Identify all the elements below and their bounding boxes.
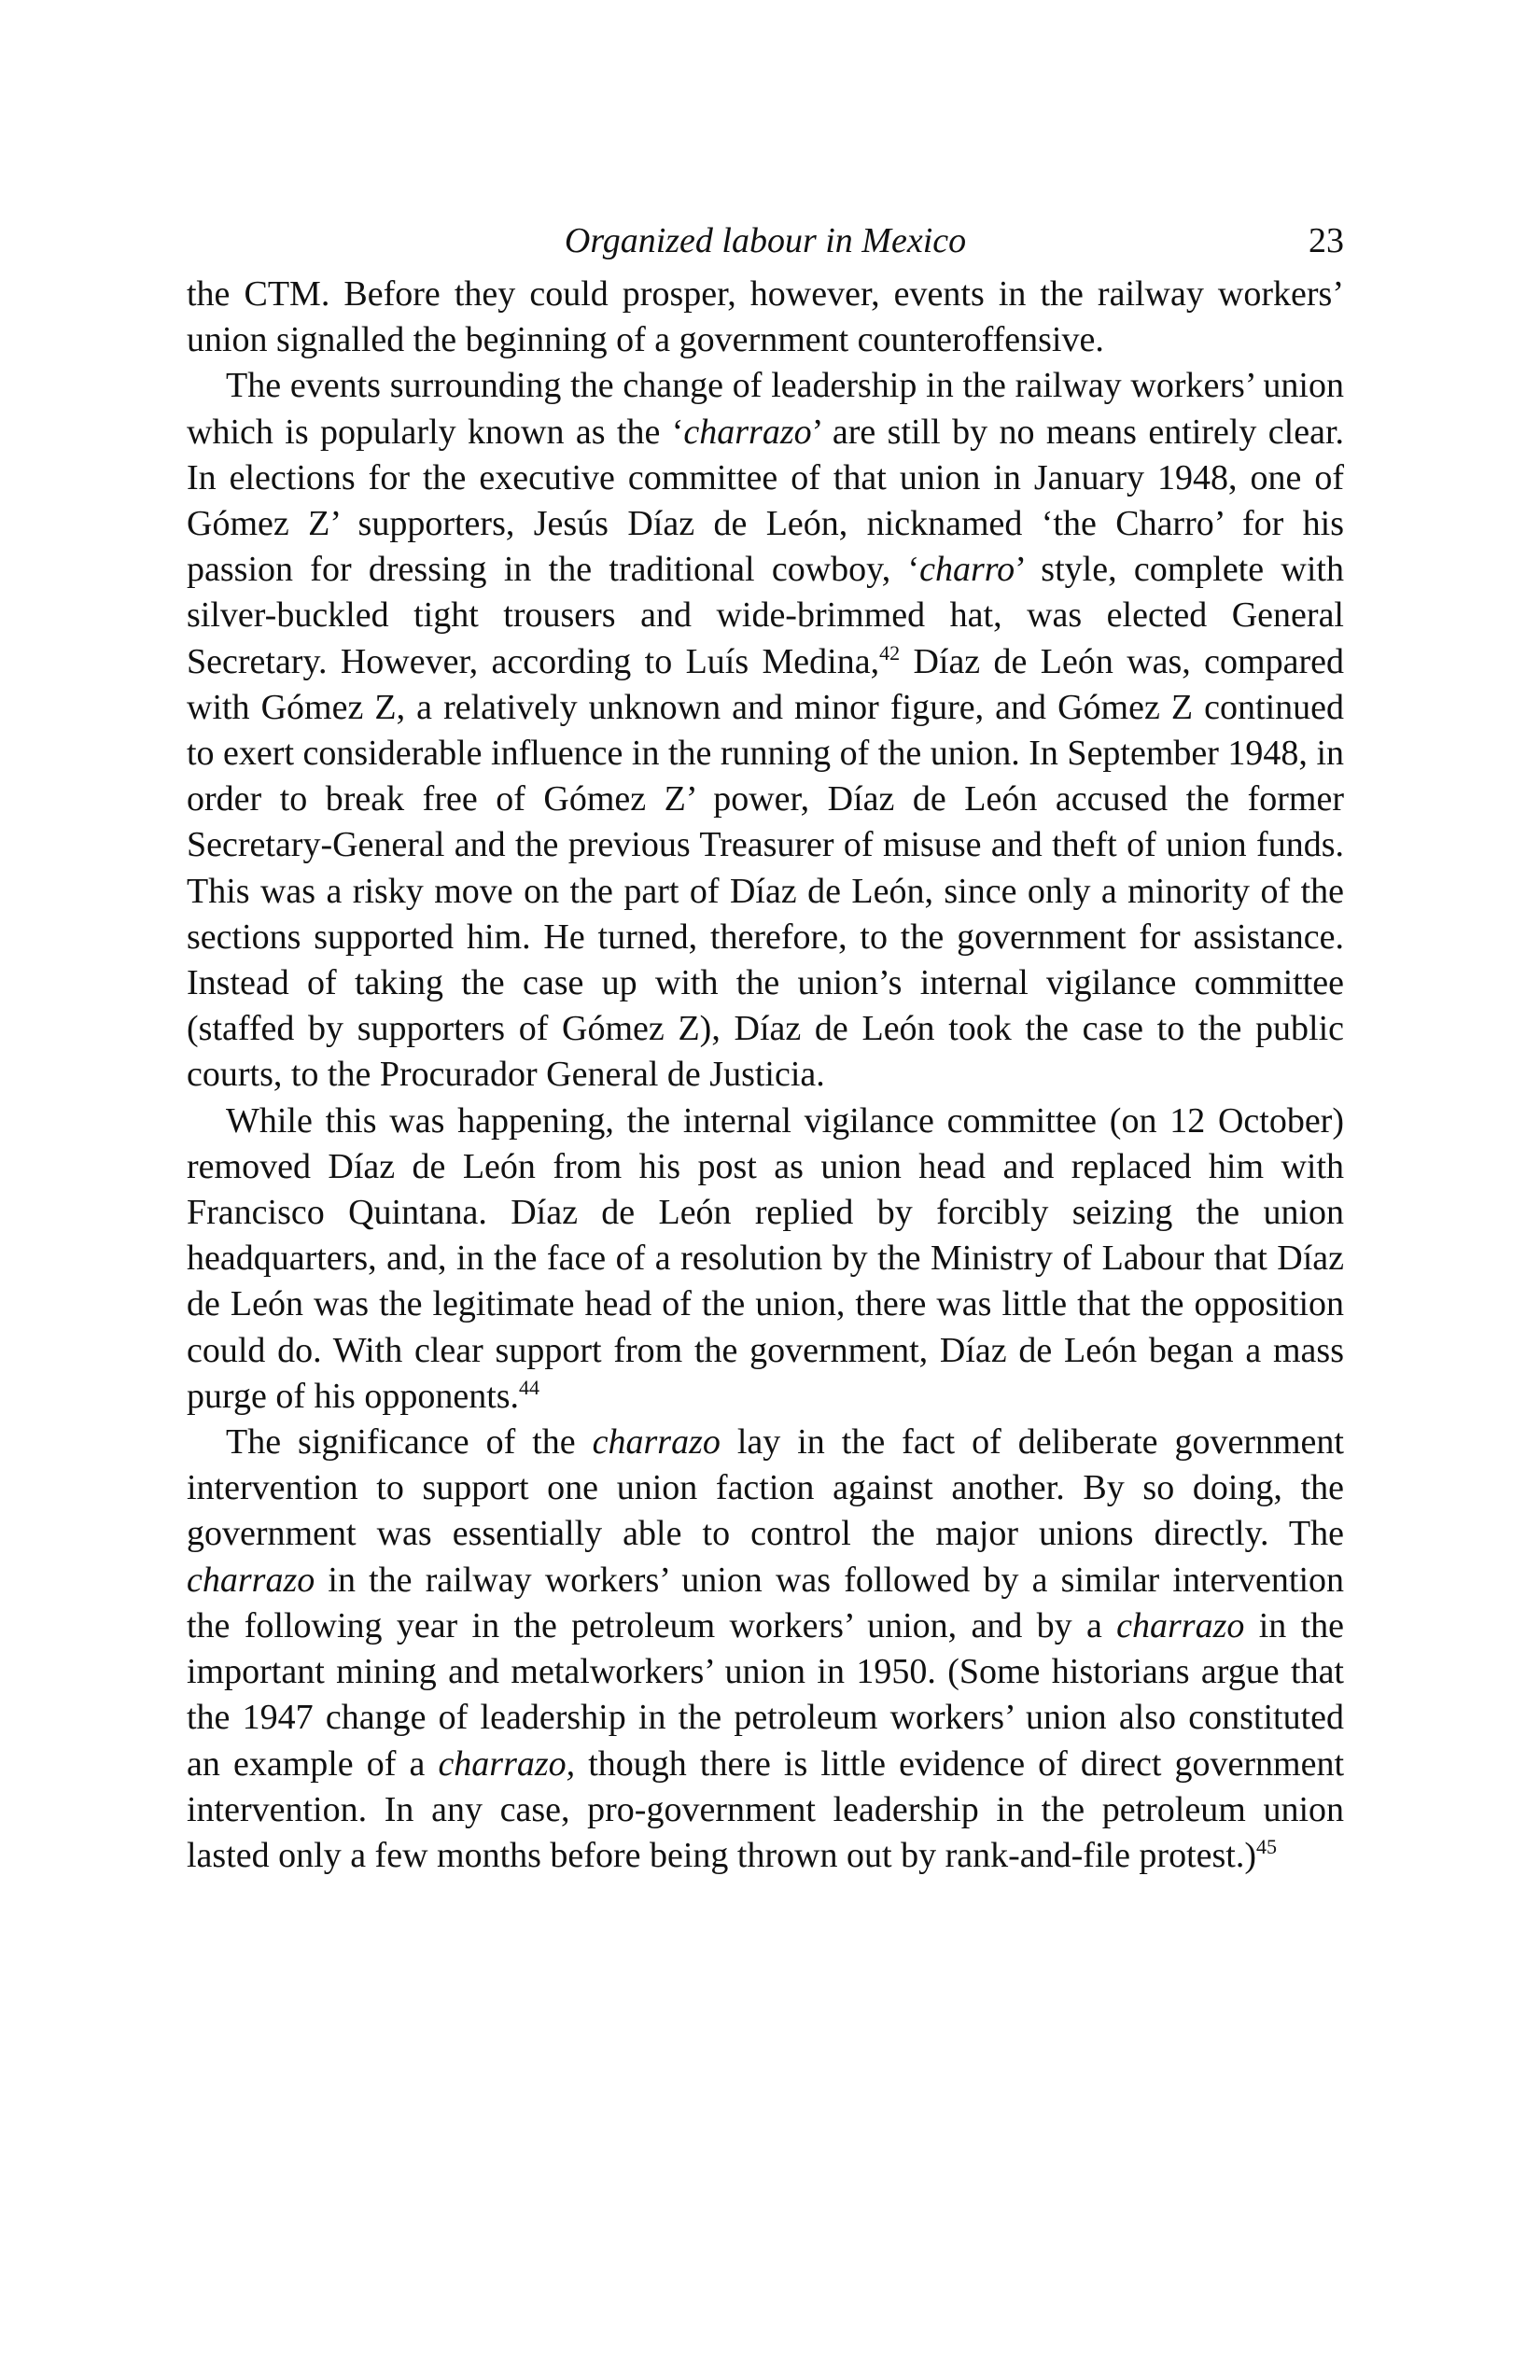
text-run: lay in the fact of deliberate government intervention to support one union faction against another. By so doing, the government was essentially able to control the major unions directly. The [187,1422,1344,1554]
footnote-ref: 45 [1256,1834,1278,1858]
footnote-ref: 42 [879,640,901,665]
italic-term: charrazo [1116,1605,1245,1645]
text-run: ’ style, complete with silver-buckled tight trousers and wide-brimmed hat, was elected General Secretary. However, according to Luís Medina, [187,550,1344,681]
text-run: ’ are still by no means entirely clear. In elections for the executive committee of that union in January 1948, one of Gómez Z’ supporters, Jesús Díaz de León, nicknamed ‘the Charro’ for his passion for dressing in the traditional cowboy, ‘ [187,412,1344,590]
paragraph [187,363,1344,1098]
paragraph [187,1420,1344,1879]
text-run: The events surrounding the change of leadership in the railway workers’ union which is popularly known as the ‘ [187,366,1344,452]
italic-term: charrazo [683,412,812,452]
body-text [187,272,1344,1879]
running-title: Organized labour in Mexico [564,221,967,260]
italic-term: charrazo, [438,1743,576,1784]
text-run: though there is little evidence of direct government intervention. In any case, pro-government leadership in the petroleum union lasted only a few months before being thrown out by rank-and-file protest.) [187,1743,1345,1875]
page-number: 23 [1309,221,1344,260]
paragraph [187,1099,1344,1420]
italic-term: charro [919,550,1015,590]
text-run: the CTM. Before they could prosper, however, events in the railway workers’ union signalled the beginning of a government counteroffensive. [187,274,1344,360]
text-run: The significance of the [226,1422,593,1463]
paragraph [187,272,1344,363]
italic-term: charrazo [592,1422,721,1463]
text-run: in the railway workers’ union was followed by a similar intervention the following year in the petroleum workers’ union, and by a [187,1560,1344,1645]
text-run: in the important mining and metalworkers’ union in 1950. (Some historians argue that the 1947 change of leadership in the petroleum workers’ union also constituted an example of a [187,1605,1345,1784]
running-head [187,210,1344,272]
book-page [187,210,1344,1879]
text-run: While this was happening, the internal vigilance committee (on 12 October) removed Díaz de León from his post as union head and replaced him with Francisco Quintana. Díaz de León replied by forcibly seizing the union headquarters, and, in the face of a resolution by the Ministry of Labour that Díaz de León was the legitimate head of the union, there was little that the opposition could do. With clear support from the government, Díaz de León began a mass purge of his opponents. [187,1100,1344,1416]
italic-term: charrazo [187,1560,315,1600]
footnote-ref: 44 [519,1375,540,1399]
text-run: Díaz de León was, compared with Gómez Z, a relatively unknown and minor figure, and Gómez Z continued to exert considerable influence in the running of the union. In September 1948, in order to break free of Gómez Z’ power, Díaz de León accused the former Secretary-General and the previous Treasurer of misuse and theft of union funds. This was a risky move on the part of Díaz de León, since only a minority of the sections supported him. He turned, therefore, to the government for assistance. Instead of taking the case up with the union’s internal vigilance committee (staffed by supporters of Gómez Z), Díaz de León took the case to the public courts, to the Procurador General de Justicia. [187,641,1344,1095]
